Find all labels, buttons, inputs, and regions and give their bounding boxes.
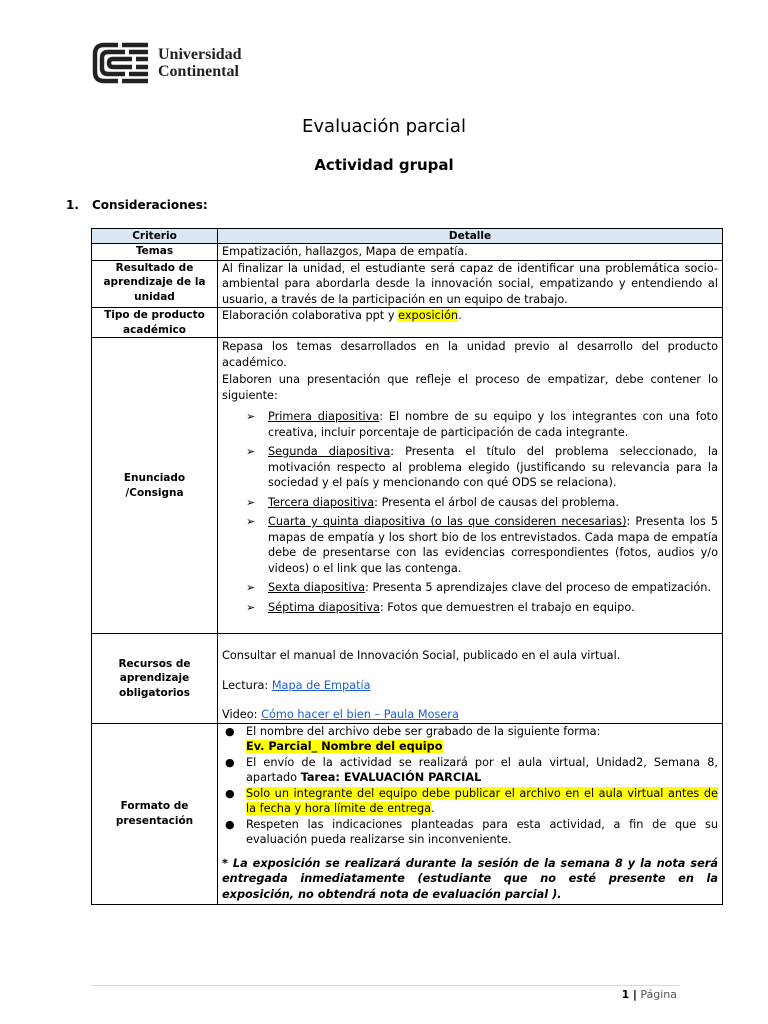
slide-text: : Fotos que demuestren el trabajo en equipo. [379, 600, 635, 614]
detalle-tipo-producto [218, 308, 723, 338]
slide-title: Primera diapositiva [268, 410, 380, 423]
row-recursos [92, 634, 723, 724]
enunciado-intro-1: Repasa los temas desarrollados en la unidad previo al desarrollo del producto académico. [222, 340, 718, 369]
detalle-enunciado [218, 338, 723, 634]
detalle-formato [218, 723, 723, 905]
list-item [222, 444, 718, 491]
row-temas [92, 244, 723, 261]
enunciado-label-line1: Enunciado [123, 472, 186, 484]
list-item [222, 600, 718, 616]
formato-item2-bold: Tarea: EVALUACIÓN PARCIAL [300, 771, 482, 784]
enunciado-intro-2: Elaboren una presentación que refleje el proceso de empatizar, debe contener lo siguiente: [222, 373, 718, 402]
list-item [222, 724, 718, 755]
list-item [222, 755, 718, 786]
slide-title: Séptima diapositiva [268, 600, 380, 614]
tipo-highlight: exposición [398, 309, 459, 322]
criterio-recursos: Recursos de aprendizaje obligatorios [92, 634, 218, 724]
list-item [222, 786, 718, 817]
criterio-tipo-producto: Tipo de producto académico [92, 308, 218, 338]
dot-bullet-icon: ● [225, 755, 235, 769]
document-title: Evaluación parcial [302, 116, 466, 137]
university-logo-icon [92, 42, 150, 84]
detalle-temas: Empatización, hallazgos, Mapa de empatía. [218, 244, 723, 261]
slide-text: : Presenta el título del problema seleccionado, la motivación respecto al problema elegido (justificando su relevancia para la sociedad y el país y mencionando con qué ODS se relaciona). [268, 445, 718, 489]
header-criterio: Criterio [92, 229, 218, 244]
considerations-table [91, 228, 723, 905]
formato-item3-highlight: Solo un integrante del equipo debe publicar el archivo en el aula virtual antes de la fecha y hora límite de entrega [246, 786, 718, 815]
row-resultado [92, 260, 723, 308]
formato-item2-text: El envío de la actividad se realizará por el aula virtual, Unidad2, Semana 8, apartado [246, 755, 718, 784]
page-number: 1 [621, 988, 630, 1001]
detalle-recursos [218, 634, 723, 724]
document-subtitle: Actividad grupal [314, 156, 454, 174]
section-title: Consideraciones: [92, 198, 208, 212]
slide-text: : Presenta los 5 mapas de empatía y los short bio de los entrevistados. Cada mapa de empatía debe de presentarse con las evidencias correspondientes (fotos, audios y/o videos) o el link que las contenga. [268, 515, 719, 575]
footer-divider [91, 985, 679, 986]
list-item [222, 580, 718, 596]
exposition-note: * La exposición se realizará durante la sesión de la semana 8 y la nota será entregada inmediatamente (estudiante que no esté presente en la exposición, no obtendrá nota de evaluación parcial ). [222, 856, 718, 901]
recursos-video [222, 707, 718, 723]
page-footer [622, 988, 677, 1001]
slide-text: : Presenta 5 aprendizajes clave del proceso de empatización. [365, 581, 712, 594]
list-item [222, 817, 718, 848]
slide-title: Segunda diapositiva [268, 445, 391, 458]
tipo-suffix: . [458, 309, 462, 322]
tipo-prefix: Elaboración colaborativa ppt y [222, 309, 399, 322]
criterio-formato: Formato de presentación [92, 723, 218, 905]
slide-text: : El nombre de su equipo y los integrantes con una foto creativa, incluir porcentaje de participación de cada integrante. [268, 410, 719, 439]
slide-title: Sexta diapositiva [268, 581, 366, 594]
header-detalle: Detalle [218, 229, 723, 244]
dot-bullet-icon: ● [225, 817, 235, 831]
footer-separator: | [632, 988, 637, 1001]
arrow-bullet-icon: ➢ [246, 495, 256, 509]
arrow-bullet-icon: ➢ [246, 600, 256, 614]
dot-bullet-icon: ● [225, 786, 235, 800]
criterio-temas: Temas [92, 244, 218, 261]
section-heading [66, 198, 208, 212]
row-enunciado [92, 338, 723, 634]
list-item [222, 409, 718, 440]
slide-text: : Presenta el árbol de causas del problema. [374, 495, 619, 509]
row-formato [92, 723, 723, 905]
video-label: Video: [222, 708, 262, 721]
criterio-enunciado [92, 338, 218, 634]
page-label: Página [640, 988, 677, 1001]
table-header-row [92, 229, 723, 244]
formato-item3-suffix: . [431, 802, 435, 815]
recursos-lectura [222, 678, 718, 694]
dot-bullet-icon: ● [225, 724, 235, 738]
formato-item4-text: Respeten las indicaciones planteadas para esta actividad, a fin de que su evaluación pueda realizarse sin inconveniente. [246, 817, 718, 846]
university-logo [92, 42, 242, 84]
recursos-manual: Consultar el manual de Innovación Social, publicado en el aula virtual. [222, 649, 621, 662]
formato-list [222, 724, 718, 848]
arrow-bullet-icon: ➢ [246, 581, 256, 594]
university-name-line2: Continental [158, 63, 239, 80]
formato-item1-text: El nombre del archivo debe ser grabado de la siguiente forma: [246, 724, 601, 738]
university-name [158, 46, 242, 80]
slide-title: Cuarta y quinta diapositiva (o las que consideren necesarias) [268, 515, 627, 528]
detalle-resultado: Al finalizar la unidad, el estudiante será capaz de identificar una problemática socio-ambiental para abordarla desde la innovación social, empatizando y entendiendo al usuario, a través de la participación en un equipo de trabajo. [218, 260, 723, 308]
university-name-line1: Universidad [158, 46, 242, 63]
row-tipo-producto [92, 308, 723, 338]
arrow-bullet-icon: ➢ [246, 410, 256, 423]
criterio-resultado: Resultado de aprendizaje de la unidad [92, 260, 218, 308]
slide-title: Tercera diapositiva [268, 495, 375, 509]
video-link[interactable]: Cómo hacer el bien – Paula Mosera [261, 708, 459, 721]
section-number: 1. [66, 198, 79, 212]
list-item [222, 514, 718, 576]
arrow-bullet-icon: ➢ [246, 515, 256, 528]
file-name-format: Ev. Parcial_ Nombre del equipo [246, 740, 443, 753]
enunciado-label-line2: /Consigna [125, 486, 184, 499]
list-item [222, 495, 718, 511]
lectura-link[interactable]: Mapa de Empatía [271, 678, 371, 692]
arrow-bullet-icon: ➢ [246, 445, 256, 458]
slides-list [222, 409, 718, 615]
lectura-label: Lectura: [222, 678, 272, 692]
